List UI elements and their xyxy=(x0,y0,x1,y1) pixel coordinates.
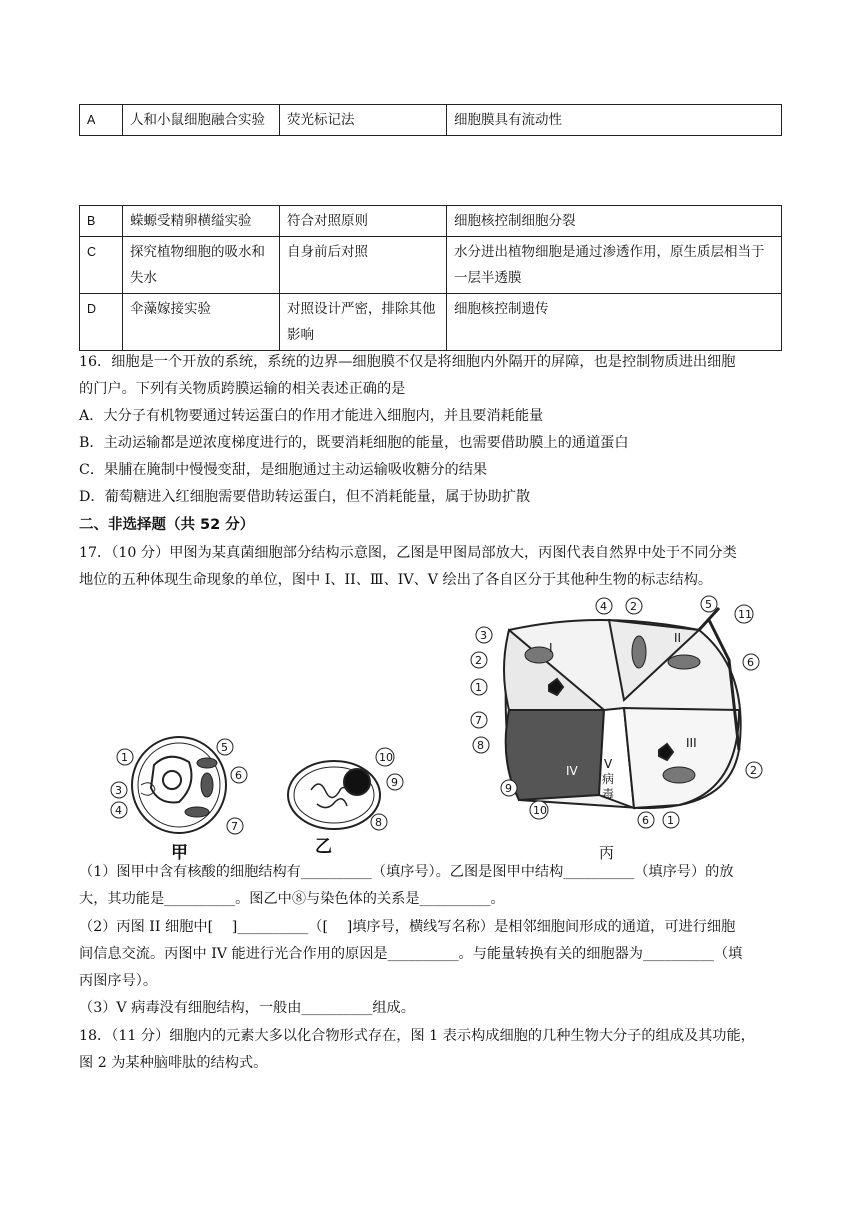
q18-stem: 18．（11 分）细胞内的元素大多以化合物形式存在，图 1 表示构成细胞的几种生物大分子的组成及其功能， xyxy=(79,1028,755,1044)
svg-text:6: 6 xyxy=(642,814,649,827)
svg-text:III: III xyxy=(686,736,697,750)
row-key: B xyxy=(80,206,123,237)
nucleus-enlarged-diagram xyxy=(288,761,380,829)
svg-text:2: 2 xyxy=(630,600,637,613)
conclusion-cell: 细胞核控制细胞分裂 xyxy=(447,206,782,237)
method-cell: 荧光标记法 xyxy=(280,105,447,136)
method-cell: 符合对照原则 xyxy=(280,206,447,237)
table-row xyxy=(80,206,782,237)
section-heading: 二、非选择题（共 52 分） xyxy=(79,517,255,533)
conclusion-cell: 水分进出植物细胞是通过渗透作用，原生质层相当于一层半透膜 xyxy=(447,237,782,294)
q17-part1: （1）图甲中含有核酸的细胞结构有__________（填序号）。乙图是图甲中结构__________（填序号）的放 xyxy=(79,864,734,880)
table-row xyxy=(80,294,782,351)
svg-text:3: 3 xyxy=(115,784,122,797)
q16-option-b: B．主动运输都是逆浓度梯度进行的，既要消耗细胞的能量，也需要借助膜上的通道蛋白 xyxy=(79,435,629,451)
svg-text:2: 2 xyxy=(475,654,482,667)
five-organisms-diagram xyxy=(504,608,741,808)
options-table-bcd xyxy=(79,205,782,351)
svg-text:11: 11 xyxy=(738,608,752,621)
svg-text:IV: IV xyxy=(566,764,578,778)
q17-part2-cont: 间信息交流。丙图中 IV 能进行光合作用的原因是__________。与能量转换有关的细胞器为__________（填 xyxy=(79,946,743,962)
options-table-a xyxy=(79,104,782,136)
table-row xyxy=(80,105,782,136)
svg-text:10: 10 xyxy=(533,804,547,817)
table-row xyxy=(80,237,782,294)
svg-text:1: 1 xyxy=(121,751,128,764)
row-key: A xyxy=(80,105,123,136)
experiment-cell: 人和小鼠细胞融合实验 xyxy=(123,105,280,136)
method-cell: 自身前后对照 xyxy=(280,237,447,294)
svg-text:6: 6 xyxy=(235,769,242,782)
experiment-cell: 伞藻嫁接实验 xyxy=(123,294,280,351)
svg-text:7: 7 xyxy=(475,714,482,727)
svg-text:5: 5 xyxy=(221,741,228,754)
svg-text:5: 5 xyxy=(705,598,712,611)
svg-text:1: 1 xyxy=(667,814,674,827)
svg-text:4: 4 xyxy=(115,804,122,817)
fungal-cell-diagram xyxy=(132,737,226,833)
fig-jia-label: 甲 xyxy=(171,843,188,862)
conclusion-cell: 细胞核控制遗传 xyxy=(447,294,782,351)
q17-stem: 17．（10 分）甲图为某真菌细胞部分结构示意图，乙图是甲图局部放大，丙图代表自然界中处于不同分类 xyxy=(79,545,737,561)
row-key: C xyxy=(80,237,123,294)
svg-text:9: 9 xyxy=(391,776,398,789)
svg-text:6: 6 xyxy=(747,656,754,669)
svg-text:8: 8 xyxy=(375,816,382,829)
q17-stem-cont: 地位的五种体现生命现象的单位，图中 I、II、Ⅲ、IV、V 绘出了各自区分于其他种生物的标志结构。 xyxy=(79,572,713,588)
q16-stem-cont: 的门户。下列有关物质跨膜运输的相关表述正确的是 xyxy=(79,381,406,397)
q16-stem: 16．细胞是一个开放的系统，系统的边界—细胞膜不仅是将细胞内外隔开的屏障，也是控制物质进出细胞 xyxy=(79,354,736,370)
virus-label: V 病毒 xyxy=(602,757,615,801)
svg-text:10: 10 xyxy=(379,751,393,764)
svg-text:7: 7 xyxy=(231,820,238,833)
q17-part2: （2）丙图 II 细胞中[ ]__________（[ ]填序号，横线写名称）是相邻细胞间形成的通道，可进行细胞 xyxy=(79,919,736,935)
q16-option-d: D．葡萄糖进入红细胞需要借助转运蛋白，但不消耗能量，属于协助扩散 xyxy=(79,489,531,505)
method-cell: 对照设计严密，排除其他影响 xyxy=(280,294,447,351)
svg-text:I: I xyxy=(549,641,553,655)
row-key: D xyxy=(80,294,123,351)
q16-option-a: A．大分子有机物要通过转运蛋白的作用才能进入细胞内，并且要消耗能量 xyxy=(79,408,544,424)
svg-text:3: 3 xyxy=(480,629,487,642)
q17-part1-cont: 大，其功能是__________。图乙中⑧与染色体的关系是__________。 xyxy=(79,891,505,907)
cell-diagrams-figure xyxy=(79,590,784,862)
q18-stem-cont: 图 2 为某种脑啡肽的结构式。 xyxy=(79,1055,268,1071)
fig-yi-label: 乙 xyxy=(315,837,332,857)
svg-text:2: 2 xyxy=(750,764,757,777)
svg-text:8: 8 xyxy=(477,739,484,752)
experiment-cell: 探究植物细胞的吸水和失水 xyxy=(123,237,280,294)
fig-bing-label: 丙 xyxy=(599,844,615,862)
conclusion-cell: 细胞膜具有流动性 xyxy=(447,105,782,136)
svg-text:II: II xyxy=(674,631,682,645)
svg-text:9: 9 xyxy=(505,782,512,795)
svg-text:4: 4 xyxy=(600,600,607,613)
q16-option-c: C．果脯在腌制中慢慢变甜，是细胞通过主动运输吸收糖分的结果 xyxy=(79,462,488,478)
experiment-cell: 蝾螈受精卵横缢实验 xyxy=(123,206,280,237)
q17-part2-end: 丙图序号）。 xyxy=(79,973,158,989)
svg-text:1: 1 xyxy=(475,681,482,694)
q17-part3: （3）V 病毒没有细胞结构，一般由__________组成。 xyxy=(79,1000,415,1016)
